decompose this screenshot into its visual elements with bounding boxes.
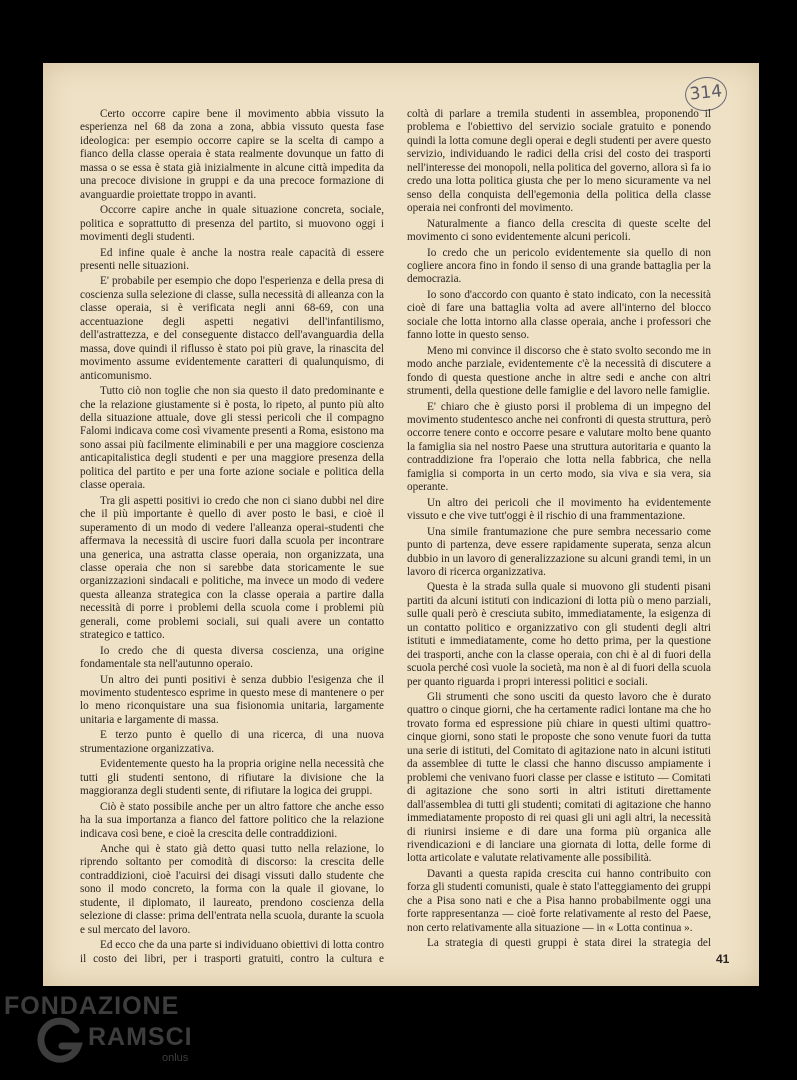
- paragraph: Meno mi convince il discorso che è stato svolto secondo me in modo anche parziale, evidentemente c'è la necessità di discutere a fondo di questa questione anche in altre sedi e anche con altri strumenti, della questione delle famiglie e del lavoro nelle famiglie.: [407, 344, 711, 398]
- paragraph: Anche qui è stato già detto quasi tutto nella relazione, lo riprendo soltanto per comodità di discorso: la crescita delle contraddizioni, cioè l'acuirsi dei disagi vissuti dallo studente che sono il modo concreto, la forma con la quale il giovane, lo studente, il diplomato, il laureato, prendono coscienza della selezione di classe: prima dell'entrata nella scuola, durante la scuola e sul mercato del lavoro.: [80, 843, 384, 936]
- logo-text-bottom: RAMSCI: [88, 1023, 193, 1051]
- logo-subtitle: onlus: [162, 1052, 189, 1064]
- page-stamp: 314: [683, 75, 728, 113]
- paragraph: Io credo che di questa diversa coscienza, una origine fondamentale sta nell'autunno operaio.: [80, 644, 384, 671]
- paragraph: Naturalmente a fianco della crescita di queste scelte del movimento ci sono evidentemente alcuni pericoli.: [407, 217, 711, 244]
- paragraph: Tutto ciò non toglie che non sia questo il dato predominante e che la relazione giustamente si è posta, lo ripeto, al punto più alto della situazione attuale, dove gli stessi pericoli che il compagno Falomi indicava come così vivamente presenti a Roma, esistono ma sono assai più facilmente eliminabili e per una maggiore coscienza anticapitalistica degli studenti e per una maggiore presenza della politica del partito e per una forte azione sociale e politica della classe operaia.: [80, 385, 384, 492]
- paragraph: E terzo punto è quello di una ricerca, di una nuova strumentazione organizzativa.: [80, 729, 384, 755]
- paragraph: Ciò è stato possibile anche per un altro fattore che anche esso ha la sua importanza a fianco del fattore politico che la relazione indicava così bene, e cioè la crescita delle contraddizioni.: [80, 800, 384, 840]
- page-number: 41: [716, 952, 730, 966]
- left-column: [80, 108, 384, 966]
- paragraph: Occorre capire anche in quale situazione concreta, sociale, politica e soprattutto di presenza del partito, si muovono oggi i movimenti degli studenti.: [80, 204, 384, 244]
- document-page: [43, 63, 759, 986]
- paragraph: Evidentemente questo ha la propria origine nella necessità che tutti gli studenti sentono, di rifiutare la divisione che la maggioranza degli studenti sente, di rifiutare la logica dei gruppi.: [80, 758, 384, 798]
- fondazione-gramsci-logo: [0, 990, 230, 1080]
- paragraph: E' probabile per esempio che dopo l'esperienza e della presa di coscienza sulla selezione di classe, sulla necessità di alleanza con la classe operaia, si è verificata negli anni 68-69, con una accentuazione degli aspetti negativi dell'infantilismo, dell'astrattezza, e del conseguente distacco dell'avanguardia della massa, dove quindi il riflusso è stato poi più grave, la rinascita del movimento assume evidentemente caratteri di qualunquismo, di anticomunismo.: [80, 275, 384, 382]
- paragraph: Una simile frantumazione che pure sembra necessario come punto di partenza, deve essere rapidamente superata, senza alcun dubbio in un lavoro di generalizzazione su alcuni grandi temi, in un lavoro di ricerca organizzativa.: [407, 525, 711, 578]
- logo-text-top: FONDAZIONE: [4, 992, 180, 1020]
- paragraph: La strategia di questi gruppi è stata direi la strategia del: [427, 937, 711, 950]
- paragraph: Un altro dei punti positivi è senza dubbio l'esigenza che il movimento studentesco esprime in questo mese di mantenere o per lo meno riconquistare una sua fisionomia unitaria, largamente unitaria e largamente di massa.: [80, 673, 384, 726]
- paragraph: Questa è la strada sulla quale si muovono gli studenti pisani partiti da alcuni istituti con indicazioni di lotta più o meno parziali, sulle quali però è cresciuta subito, immediatamente, la esigenza di un contatto politico e organizzativo con gli studenti degli altri istituti e immediatamente, come ho detto prima, per la questione dei trasporti, anche con la classe operaia, con chi è al di fuori della scuola perché così vuole la società, ma non è al di fuori della scuola per quanto riguarda i propri interessi politici e sociali.: [407, 581, 711, 688]
- paragraph: Gli strumenti che sono usciti da questo lavoro che è durato quattro o cinque giorni, che ha certamente radici lontane ma che ho trovato forma ed espressione più chiare in questi ultimi quattro-cinque giorni, sono stati le proposte che sono venute fuori da tutta una serie di istituti, del Comitato di agitazione nato in alcuni istituti da assemblee di tutte le classi che hanno discusso ampiamente i problemi che venivano fuori classe per classe e istituto — Comitati di agitazione che sono sorti in altri istituti direttamente dall'assemblea di tutti gli studenti; comitati di agitazione che hanno immediatamente proposto di rei quasi gli uni agli altri, la necessità di riunirsi insieme e di dare una forma più organica alle rivendicazioni e di lanciare una giornata di lotta, delle forme di lotta articolate e valutate relativamente alle possibilità.: [407, 691, 711, 865]
- paragraph: Certo occorre capire bene il movimento abbia vissuto la esperienza nel 68 da zona a zona, abbia vissuto questa fase ideologica: per esempio occorre capire se la scelta di campo a fianco della classe operaia è stata realmente dovunque un fatto di massa o se essa è stata già inizialmente in alcune città impedita da una precoce divisione in gruppi e da una precoce formazione di avanguardie proiettate troppo in avanti.: [80, 108, 384, 201]
- paragraph: coltà di parlare a tremila studenti in assemblea, proponendo il problema e l'obiettivo del servizio sociale gratuito e ponendo quindi la lotta comune degli operai e degli studenti per avere questo servizio, individuando le radici della crisi del costo dei trasporti nell'interesse dei monopoli, nella politica del governo, allora sì fa io credo una lotta politica giusta che per lo meno sicuramente va nel senso della conquista dell'egemonia della politica della classe operaia nei confronti del movimento.: [407, 108, 711, 215]
- logo-g-icon: [34, 1016, 84, 1066]
- paragraph: Davanti a questa rapida crescita cui hanno contribuito con forza gli studenti comunisti, quale è stato l'atteggiamento dei gruppi che a Pisa sono nati e che a Pisa hanno probabilmente oggi una forte rappresentanza — cioè forte relativamente al resto del Paese, non certo relativamente alla situazione — in « Lotta continua ».: [407, 867, 711, 934]
- right-column: [407, 108, 711, 950]
- paragraph: E' chiaro che è giusto porsi il problema di un impegno del movimento studentesco anche nei confronti di questa struttura, però occorre tenere conto e occorre pesare e valutare molto bene quanto la famiglia sia nel nostro Paese una struttura autoritaria e quanto la contraddizione fra l'operaio che lotta nella fabbrica, che nella famiglia si comporta in un certo modo, sia viva e sia vera, sia operante.: [407, 400, 711, 494]
- paragraph: Io credo che un pericolo evidentemente sia quello di non cogliere ancora fino in fondo il senso di una grande battaglia per la democrazia.: [407, 246, 711, 286]
- paragraph: Io sono d'accordo con quanto è stato indicato, con la necessità cioè di fare una battaglia volta ad avere all'interno del blocco sociale che lotta intorno alla classe operaia, anche i professori che fanno lotte in questo senso.: [407, 288, 711, 342]
- paragraph: Ed infine quale è anche la nostra reale capacità di essere presenti nelle situazioni.: [80, 246, 384, 272]
- paragraph: Tra gli aspetti positivi io credo che non ci siano dubbi nel dire che il più importante è quello di aver posto le basi, e cioè il superamento di un modo di vedere l'alleanza operai-studenti che affermava la necessità di uscire fuori dalla scuola per incontrare una generica, una astratta classe operaia, non organizzata, una classe operaia che non si sarebbe data storicamente le sue organizzazioni sindacali e politiche, ma invece un modo di vedere questa alleanza strategica con la classe operaia a partire dalla necessità di porre i problemi della scuola come i problemi più generali, come problemi sociali, sui quali avere un contatto strategico e tattico.: [80, 494, 384, 642]
- paragraph: Un altro dei pericoli che il movimento ha evidentemente vissuto e che vive tutt'oggi è il rischio di una frammentazione.: [407, 496, 711, 523]
- paragraph: Ed ecco che da una parte si individuano obiettivi di lotta contro il costo dei libri, per i trasporti gratuiti, contro la cultura e: [80, 939, 384, 965]
